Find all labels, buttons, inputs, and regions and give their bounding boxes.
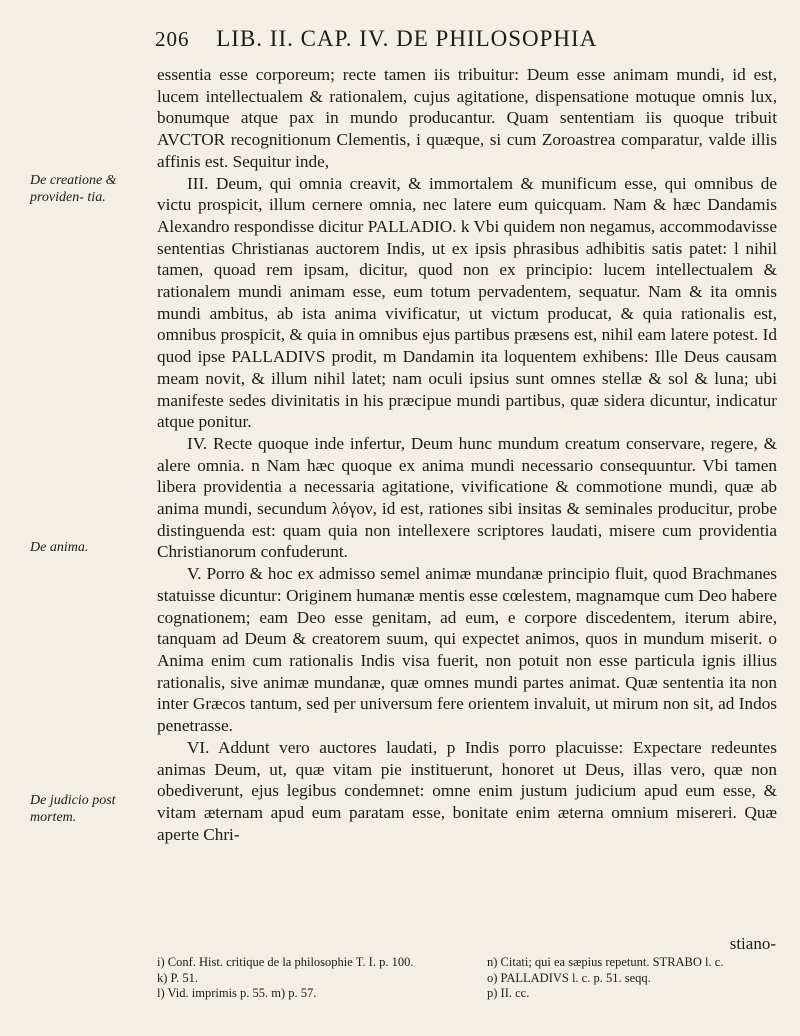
footnotes-right-column: [487, 955, 787, 1002]
page-number: 206: [155, 27, 190, 51]
main-text: [157, 64, 777, 845]
margin-note-creation: De creatione & providen- tia.: [30, 173, 117, 205]
running-title: LIB. II. CAP. IV. DE PHILOSOPHIA: [216, 26, 598, 51]
paragraph-four: IV. Recte quoque inde infertur, Deum hunc mundum creatum conservare, regere, & alere omnia. n Nam hæc quoque ex anima mundi necessario consequuntur. Vbi tamen libera providentia a necessaria agitatione, vivificatione & commotione mundi, quæ ab anima mundi, secundum λόγον, id est, rationes sibi insitas & seminales producitur, probe distinguenda est: quam quia non intellexere scriptores laudati, misere cum providentia Christianorum confuderunt.: [157, 433, 777, 562]
paragraph-five: V. Porro & hoc ex admisso semel animæ mundanæ principio fluit, quod Brachmanes statuisse dicuntur: Originem humanæ mentis esse cœlestem, magnamque cum Deo habere cognationem; eam Deo esse genitam, ad eum, e corpore discedentem, iterum abire, tanquam ad Deum & creatorem suum, qui expectet animos, quos in mundum miserit. o Anima enim cum rationalis Indis visa fuerit, non potuit non esse particula ignis illius rationalis, sive animæ mundanæ, quæ omnes mundi partes animat. Quæ sententia ita non inter Græcos tantum, sed per universum fere orientem invaluit, ut mirum non sit, ad Indos penetrasse.: [157, 564, 777, 736]
margin-note-soul: De anima.: [30, 540, 89, 555]
paragraph-six: VI. Addunt vero auctores laudati, p Indis porro placuisse: Expectare redeuntes animas Deum, ut, quæ vitam pie instituerunt, honoret ut Deus, illas vero, quæ non obediverunt, ejus legibus condemnet: omne enim justum judicium apud eum esse, & vitam æternam apud eum paratam esse, bonitate enim æterna omnium misereri. Quæ aperte Chri-: [157, 737, 777, 844]
footnote-i: i) Conf. Hist. critique de la philosophie T. I. p. 100.: [157, 955, 414, 969]
footnote-k: k) P. 51.: [157, 970, 198, 985]
catchword: stiano-: [729, 934, 776, 953]
running-header: [155, 26, 775, 52]
footnote-l-m: l) Vid. imprimis p. 55. m) p. 57.: [157, 986, 317, 1000]
paragraph-continued: essentia esse corporeum; recte tamen iis tribuitur: Deum esse animam mundi, id est, lucem intellectualem & rationalem, cujus agitatione, dispensatione motuque omnis lux, bonumque atque pax in mundo producantur. Quam sententiam iis quoque tribuit AVCTOR recognitionum Clementis, i quæque, si cum Zoroastrea comparatur, valde illis affinis est. Sequitur inde,: [157, 65, 777, 171]
footnote-o: o) PALLADIVS l. c. p. 51. seqq.: [487, 970, 651, 985]
margin-note-judgment: De judicio post mortem.: [30, 793, 116, 825]
paragraph-three: III. Deum, qui omnia creavit, & immortalem & munificum esse, qui omnibus de victu prospicit, illum cernere omnia, nec latere eum quicquam. Nam & hæc Dandamis Alexandro respondisse dicitur PALLADIO. k Vbi quidem non negamus, accommodavisse sententias Christianas auctorem Indis, ut ex ipsis phrasibus adhibitis satis patet: l nihil tamen, quoad rem ipsam, dicitur, quod non ex principio: lucem intellectualem & rationalem mundi animam esse, eum totum pervadentem, sequatur. Nam & ita omnis mundi ambitus, ab ista anima vivificatur, ut victum producat, & quia rationalis est, omnibus prospicit, & quia in omnibus ejus partibus præsens est, nihil eam latere potest. Id quod ipse PALLADIVS prodit, m Dandamin ita loquentem exhibens: Ille Deus causam meam novit, & illum nihil latet; nam oculi ipsius sunt omnes stellæ & sol & luna; ubi manifeste sedes divinitatis in his præcipue mundi partibus, quæ sidera dicuntur, indicatur atque ponitur.: [157, 173, 777, 432]
footnote-n: n) Citati; qui ea sæpius repetunt. STRABO l. c.: [487, 955, 724, 969]
footnotes-left-column: [157, 955, 457, 1002]
footnote-p: p) II. cc.: [487, 986, 530, 1000]
